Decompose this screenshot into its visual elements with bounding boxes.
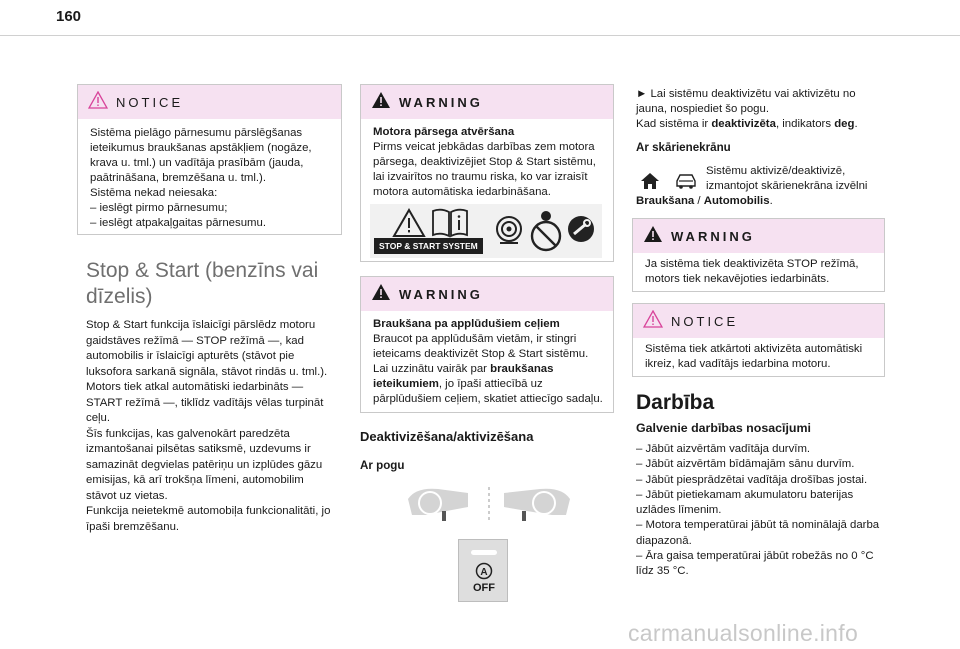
condition-line: – Jābūt aizvērtām bīdāmajām sānu durvīm. bbox=[636, 458, 855, 471]
body-line: ceļu. bbox=[86, 412, 111, 424]
instruction-line: jauna, nospiediet šo pogu. bbox=[636, 103, 769, 115]
no-hands-prohibited-icon bbox=[528, 206, 564, 254]
notice-line: Sistēma nekad neiesaka: bbox=[90, 187, 218, 199]
notice-header bbox=[78, 85, 341, 119]
body-line: stāvot uz vietas. bbox=[86, 489, 168, 502]
button-subheading: Ar pogu bbox=[360, 459, 405, 472]
instruction-line bbox=[636, 87, 858, 102]
home-icon bbox=[640, 172, 660, 190]
body-line: Funkcija neietekmē automobiļa funkcionalitāti, jo bbox=[86, 505, 331, 517]
warning-line: motora automātiska iedarbināšana. bbox=[373, 186, 551, 198]
notice-box-left bbox=[77, 84, 342, 235]
touchscreen-line: izmantojot skārienekrāna izvēlni bbox=[706, 180, 868, 192]
condition-line: – Motora temperatūrai jābūt tā nominālajā darba bbox=[636, 519, 880, 532]
warning-text: , jo īpaši attiecībā uz bbox=[438, 378, 543, 390]
top-divider bbox=[0, 35, 960, 36]
body-line: izmantošanai pilsētas satiksmē, uzdevums ir bbox=[86, 443, 311, 455]
notice-line: Sistēma pielāgo pārnesumu pārslēgšanas bbox=[90, 127, 303, 139]
warning-header bbox=[361, 277, 613, 311]
notice-line: ikreiz, kad vadītājs iedarbina motoru. bbox=[645, 358, 831, 370]
notice-line: Sistēma tiek atkārtoti aktivizēta automātiski bbox=[645, 343, 863, 355]
menu-vehicle: Automobilis bbox=[703, 195, 770, 207]
instruction-bold: deaktivizēta bbox=[711, 118, 776, 130]
section-title-line: dīzelis) bbox=[86, 285, 153, 308]
notice-line: paātrināšana, bremzēšana u. tml.). bbox=[90, 172, 267, 184]
notice-header bbox=[633, 304, 884, 338]
instruction-text: Kad sistēma ir bbox=[636, 118, 709, 130]
warning-line bbox=[373, 377, 603, 392]
warning-title: WARNING bbox=[399, 94, 483, 110]
section-title-line: Stop & Start (benzīns vai bbox=[86, 259, 319, 282]
deactivation-heading: Deaktivizēšana/aktivizēšana bbox=[360, 429, 534, 444]
menu-period: . bbox=[769, 195, 773, 207]
notice-box-right bbox=[632, 303, 885, 377]
body-line: īpaši bremzēšanu. bbox=[86, 520, 180, 533]
car-icon bbox=[674, 172, 698, 190]
warning-line: lai izvairītos no traumu riska, ko var izraisīt bbox=[373, 171, 588, 183]
notice-triangle-icon bbox=[643, 310, 663, 333]
warning-triangle-icon bbox=[371, 283, 391, 306]
menu-driving: Braukšana bbox=[636, 195, 695, 207]
warning-body bbox=[361, 119, 613, 200]
warning-line bbox=[373, 362, 603, 377]
notice-body bbox=[78, 119, 341, 231]
condition-line: – Jābūt pietiekamam akumulatoru baterijas bbox=[636, 488, 854, 501]
condition-line: – Jābūt aizvērtām vadītāja durvīm. bbox=[636, 443, 811, 455]
instruction-bold: deg bbox=[834, 118, 855, 130]
caution-triangle-icon bbox=[392, 208, 426, 238]
warning-line: Braucot pa applūdušām vietām, ir stingri bbox=[373, 333, 577, 345]
operation-subheading: Galvenie darbības nosacījumi bbox=[636, 421, 811, 435]
body-line: samazināt degvielas patēriņu un izplūdes gāzu bbox=[86, 458, 323, 471]
body-line: gaidstāves režīmā — STOP režīmā —, kad bbox=[86, 334, 304, 347]
instruction-text: Lai sistēmu deaktivizētu vai aktivizētu no bbox=[650, 88, 856, 100]
notice-line: krava u. tml.) un vadītāja prasībām (jauda, bbox=[90, 157, 304, 169]
warning-line: pārsega, deaktivizējiet Stop & Start sistēmu, bbox=[373, 156, 596, 168]
body-line: Motors tiek atkal automātiski iedarbināts — bbox=[86, 381, 304, 393]
warning-line: pārplūdušiem ceļiem, skatiet attiecīgo sadaļu. bbox=[373, 393, 603, 405]
watermark[interactable]: carmanualsonline.info bbox=[628, 620, 859, 646]
condition-line: – Jābūt piesprādzētai vadītāja drošības jostai. bbox=[636, 473, 868, 486]
condition-line: – Āra gaisa temperatūrai jābūt robežās no 0 °C bbox=[636, 550, 874, 563]
instruction-text: , indikators bbox=[775, 118, 832, 130]
warning-box-right bbox=[632, 218, 885, 292]
warning-triangle-icon bbox=[371, 91, 391, 114]
touchscreen-heading: Ar skārienekrānu bbox=[636, 141, 731, 154]
body-line: emisijas, kā arī trokšņa līmeni, automobilim bbox=[86, 474, 304, 486]
notice-triangle-icon bbox=[88, 91, 108, 114]
notice-body bbox=[633, 338, 884, 372]
warning-triangle-icon bbox=[643, 225, 663, 248]
menu-separator: / bbox=[694, 195, 704, 207]
warning-title: WARNING bbox=[671, 228, 755, 244]
notice-line: – ieslēgt atpakaļgaitas pārnesumu. bbox=[90, 217, 267, 229]
svg-text:A: A bbox=[480, 567, 488, 578]
warning-body bbox=[361, 311, 613, 407]
indicator-lamp bbox=[471, 550, 497, 555]
warning-header bbox=[361, 85, 613, 119]
condition-line: diapazonā. bbox=[636, 534, 692, 547]
notice-line: – ieslēgt pirmo pārnesumu; bbox=[90, 202, 228, 214]
stop-start-off-button[interactable] bbox=[458, 539, 508, 602]
warning-line: Pirms veicat jebkādas darbības zem motora bbox=[373, 141, 595, 153]
page-number: 160 bbox=[56, 8, 82, 25]
engine-spiral-icon bbox=[494, 209, 524, 253]
manual-book-icon bbox=[430, 207, 470, 239]
body-line: START režīmā —, tiklīdz vadītājs vēlas turpināt bbox=[86, 396, 324, 409]
warning-heading: Motora pārsega atvēršana bbox=[373, 126, 515, 138]
operation-conditions bbox=[636, 442, 879, 580]
operation-title: Darbība bbox=[636, 391, 715, 414]
condition-line: līdz 35 °C. bbox=[636, 565, 689, 578]
body-line: luksofora sarkanā signāla, stāvot rindās u. tml.). bbox=[86, 365, 328, 378]
stop-start-system-label: STOP & START SYSTEM bbox=[374, 238, 483, 254]
section-title bbox=[86, 258, 318, 310]
instruction-line bbox=[636, 117, 858, 132]
section-body bbox=[86, 318, 330, 535]
warning-heading: Braukšana pa applūdušiem ceļiem bbox=[373, 318, 560, 330]
touchscreen-line: Sistēmu aktivizē/deaktivizē, bbox=[706, 165, 846, 177]
touchscreen-menu-path bbox=[636, 194, 773, 209]
stop-start-pictogram bbox=[370, 204, 602, 258]
notice-title: NOTICE bbox=[116, 94, 184, 110]
off-label: OFF bbox=[473, 582, 495, 594]
warning-body bbox=[633, 253, 884, 287]
body-line: Šīs funkcijas, kas galvenokārt paredzēta bbox=[86, 427, 290, 440]
auto-off-icon bbox=[475, 562, 493, 580]
notice-line: ieteikumus braukšanas apstākļiem (nogāze, bbox=[90, 142, 312, 154]
warning-title: WARNING bbox=[399, 286, 483, 302]
warning-box-flooded bbox=[360, 276, 614, 413]
arrow-bullet-icon: ► bbox=[636, 88, 648, 100]
warning-text: Lai uzzinātu vairāk par bbox=[373, 363, 487, 375]
warning-header bbox=[633, 219, 884, 253]
warning-line: Ja sistēma tiek deaktivizēta STOP režīmā, bbox=[645, 258, 859, 270]
deactivate-instructions bbox=[636, 87, 858, 132]
warning-line: ieteicams deaktivizēt Stop & Start sistēmu. bbox=[373, 348, 589, 360]
notice-title: NOTICE bbox=[671, 313, 739, 329]
dashboard-illustration bbox=[406, 485, 572, 525]
warning-bold-text: ieteikumiem bbox=[373, 378, 439, 390]
warning-bold-text: braukšanas bbox=[490, 363, 554, 375]
warning-line: motors tiek nekavējoties iedarbināts. bbox=[645, 273, 830, 285]
body-line: Stop & Start funkcija īslaicīgi pārslēdz motoru bbox=[86, 319, 316, 331]
condition-line: uzlādes līmenim. bbox=[636, 504, 722, 517]
body-line: automobilis ir īslaicīgi apturēts (stāvot pie bbox=[86, 350, 295, 362]
touchscreen-text bbox=[706, 164, 867, 194]
instruction-text: . bbox=[854, 118, 858, 130]
hand-wrench-icon bbox=[566, 214, 596, 244]
